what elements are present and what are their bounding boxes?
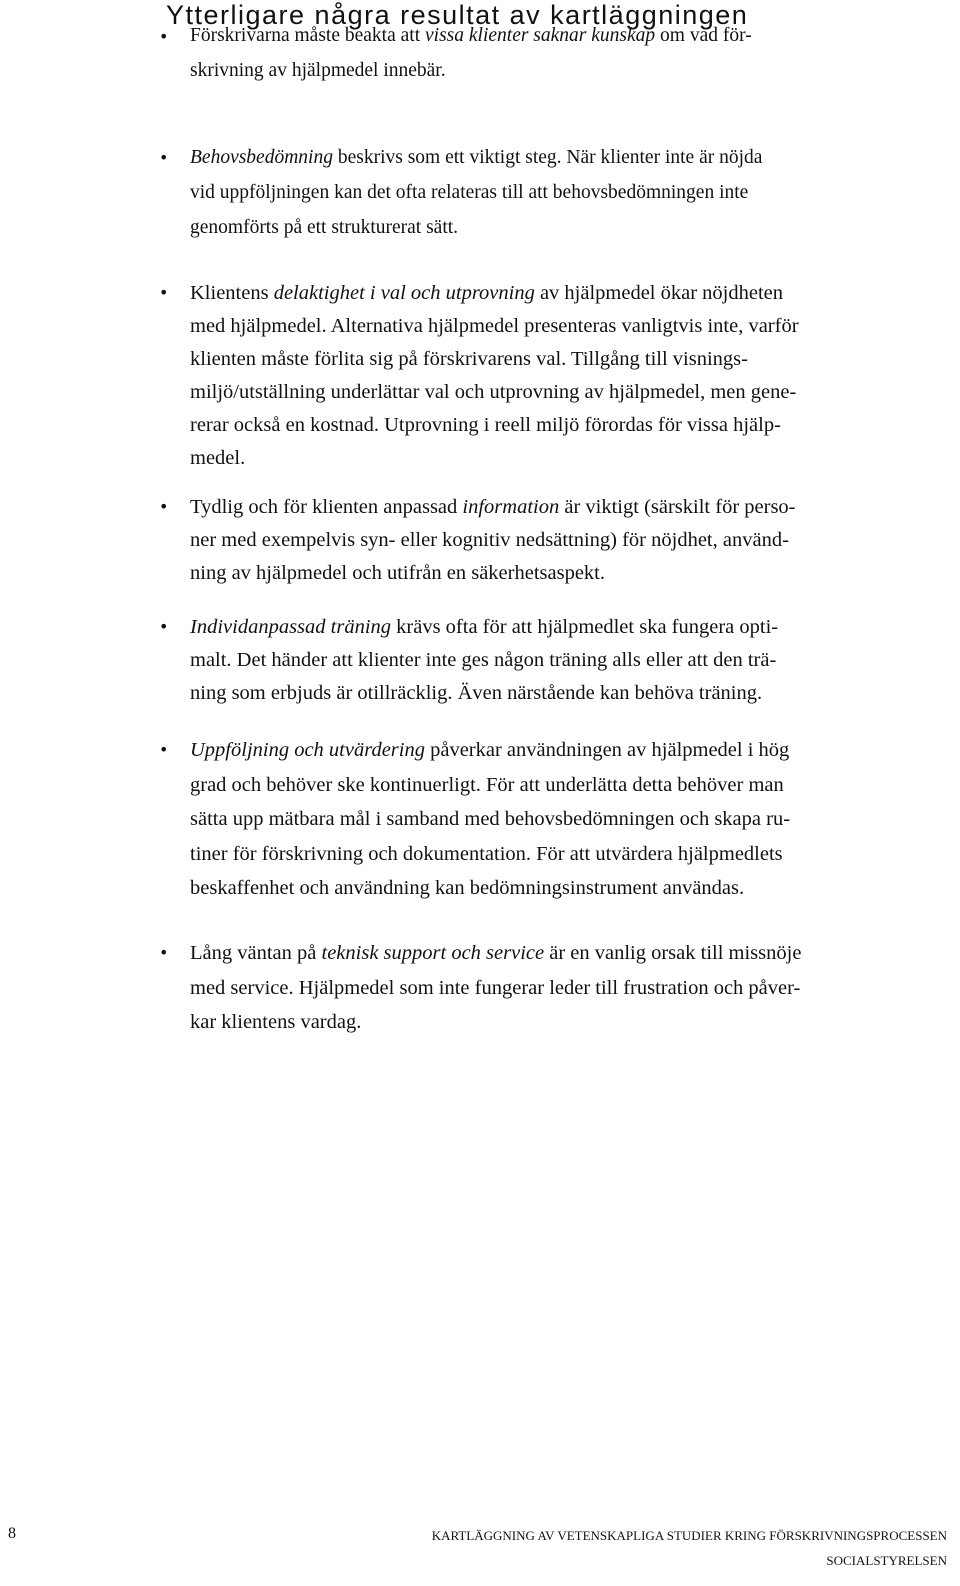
text-line: [190, 936, 942, 971]
text-line: [190, 1005, 942, 1040]
text-run: medel.: [190, 447, 246, 469]
list-item-text: [190, 18, 942, 88]
text-line: [190, 524, 942, 557]
text-line: [190, 277, 942, 310]
text-line: [190, 733, 942, 768]
text-run: är en vanlig orsak till missnöje: [544, 942, 802, 964]
text-run: kar klientens vardag.: [190, 1011, 362, 1033]
text-run: tiner för förskrivning och dokumentation. För att utvärdera hjälpmedlets: [190, 842, 783, 865]
text-run: påverkar användningen av hjälpmedel i hög: [424, 739, 790, 761]
text-run: beskaffenhet och användning kan bedömningsinstrument användas.: [190, 877, 745, 899]
text-line: [190, 491, 942, 524]
text-run: vid uppföljningen kan det ofta relateras till att behovsbedömningen inte: [190, 182, 749, 203]
text-run: Klientens: [190, 282, 274, 304]
text-line: [190, 376, 942, 409]
text-run: är viktigt (särskilt för perso-: [559, 496, 796, 518]
text-run: om vad för-: [655, 25, 752, 46]
list-item-text: [190, 277, 942, 475]
emphasized-text: teknisk support och service: [321, 942, 545, 964]
text-line: [190, 53, 942, 88]
text-line: [190, 768, 942, 803]
text-line: [190, 557, 942, 590]
emphasized-text: vissa klienter saknar kunskap: [425, 25, 656, 46]
bullet-icon: •: [159, 283, 169, 302]
text-line: [190, 409, 942, 442]
text-run: med hjälpmedel. Alternativa hjälpmedel presenteras vanligtvis inte, varför: [190, 315, 799, 337]
list-item-text: [190, 140, 942, 245]
text-run: klienten måste förlita sig på förskrivarens val. Tillgång till visnings-: [190, 348, 748, 370]
bullet-icon: •: [159, 617, 169, 636]
text-run: ning av hjälpmedel och utifrån en säkerhetsaspekt.: [190, 562, 605, 584]
text-run: ner med exempelvis syn- eller kognitiv nedsättning) för nöjdhet, använd-: [190, 529, 789, 551]
text-run: rerar också en kostnad. Utprovning i reell miljö förordas för vissa hjälp-: [190, 414, 781, 436]
text-line: [190, 18, 942, 53]
list-item-text: [190, 491, 942, 590]
page-title: Ytterligare några resultat av kartläggningen: [166, 0, 749, 30]
text-line: [190, 871, 942, 906]
text-line: [190, 611, 942, 644]
text-run: med service. Hjälpmedel som inte fungerar leder till frustration och påver-: [190, 976, 801, 999]
text-run: Förskrivarna måste beakta att: [190, 25, 425, 46]
list-item-text: [190, 611, 942, 710]
page-number: 8: [8, 1525, 16, 1542]
bullet-icon: •: [159, 740, 169, 759]
bullet-icon: •: [159, 943, 169, 962]
text-run: ning som erbjuds är otillräcklig. Även närstående kan behöva träning.: [190, 682, 763, 704]
text-run: genomförts på ett strukturerat sätt.: [190, 217, 459, 238]
footer-document-title: KARTLÄGGNING AV VETENSKAPLIGA STUDIER KRING FÖRSKRIVNINGSPROCESSEN: [431, 1528, 947, 1543]
text-run: Tydlig och för klienten anpassad: [190, 496, 463, 518]
list-item-text: [190, 936, 942, 1040]
text-line: [190, 802, 942, 837]
emphasized-text: Individanpassad träning: [190, 616, 392, 638]
text-line: [190, 971, 942, 1006]
text-run: malt. Det händer att klienter inte ges någon träning alls eller att den trä-: [190, 649, 777, 671]
text-line: [190, 210, 942, 245]
bullet-icon: •: [159, 497, 169, 516]
footer-organization: SOCIALSTYRELSEN: [826, 1553, 947, 1568]
text-run: grad och behöver ske kontinuerligt. För att underlätta detta behöver man: [190, 773, 784, 796]
bullet-icon: •: [159, 148, 169, 167]
text-line: [190, 310, 942, 343]
text-line: [190, 343, 942, 376]
text-run: Lång väntan på: [190, 942, 322, 964]
text-line: [190, 837, 942, 872]
emphasized-text: information: [462, 496, 560, 518]
text-line: [190, 644, 942, 677]
text-line: [190, 677, 942, 710]
text-line: [190, 175, 942, 210]
text-run: av hjälpmedel ökar nöjdheten: [534, 282, 784, 304]
bullet-icon: •: [159, 27, 169, 46]
text-line: [190, 442, 942, 475]
text-run: beskrivs som ett viktigt steg. När klienter inte är nöjda: [332, 147, 763, 168]
text-run: krävs ofta för att hjälpmedlet ska fungera opti-: [391, 616, 779, 638]
text-run: sätta upp mätbara mål i samband med behovsbedömningen och skapa ru-: [190, 808, 791, 830]
list-item-text: [190, 733, 942, 906]
emphasized-text: Behovsbedömning: [190, 147, 333, 168]
emphasized-text: delaktighet i val och utprovning: [273, 282, 535, 304]
text-run: miljö/utställning underlättar val och utprovning av hjälpmedel, men gene-: [190, 381, 797, 403]
text-run: skrivning av hjälpmedel innebär.: [190, 60, 446, 81]
text-line: [190, 140, 942, 175]
emphasized-text: Uppföljning och utvärdering: [190, 739, 425, 761]
